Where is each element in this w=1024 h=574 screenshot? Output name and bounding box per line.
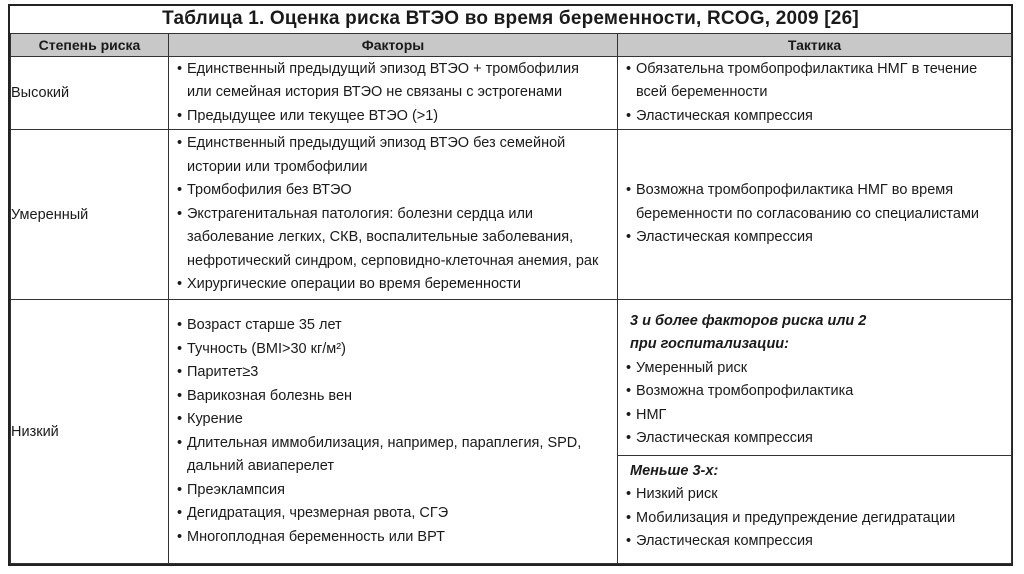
list-item-line: • Паритет≥3 [187,364,259,380]
list-item-line: дальний авиаперелет [187,458,334,474]
list-item [177,432,617,479]
factors-cell [169,300,618,564]
header-tactics: Тактика [618,34,1012,57]
tactics-cell [618,130,1012,300]
list-item: • Эластическая компрессия [626,427,1011,451]
list-item [177,58,617,105]
row-moderate [11,130,1012,300]
level-cell: Умеренный [11,130,169,300]
list-item-line: • Обязательна тромбопрофилактика НМГ в течение [636,60,978,77]
list-item [177,338,617,362]
tactics-cell [618,57,1012,130]
list-item-line: • Экстрагенитальная патология: болезни сердца или [187,205,534,222]
list-item-line: • Единственный предыдущий эпизод ВТЭО без семейной [187,135,566,152]
list-item-line: • Единственный предыдущий эпизод ВТЭО + тромбофилия [187,60,579,77]
list-item-line: • Многоплодная беременность или ВРТ [187,528,445,545]
list-item-line: • Возможна тромбопрофилактика НМГ во время [636,182,954,199]
list-item [177,314,617,338]
list-item [177,526,617,550]
group-heading: Меньше 3-х: [630,462,719,479]
list-item [177,479,617,503]
header-factors: Факторы [169,34,618,57]
list-item-line: • Тучность (BMI>30 кг/м²) [187,340,346,357]
row-high [11,57,1012,130]
list-item-line: • Эластическая компрессия [636,229,813,246]
group-list [618,357,1011,451]
list-item-line: • Преэклампсия [187,481,286,498]
header-level: Степень риска [11,34,169,57]
list-item-line: • Возраст старше 35 лет [187,317,342,333]
risk-table [10,33,1012,564]
list-item [177,105,617,129]
factors-cell [169,130,618,300]
group-heading: 3 и более факторов риска или 2 при госпитализации: [630,312,867,352]
list-item-line: • Тромбофилия без ВТЭО [187,182,352,199]
row-low [11,300,1012,564]
list-item [177,361,617,385]
table-title: Таблица 1. Оценка риска ВТЭО во время беременности, RCOG, 2009 [26] [162,8,859,29]
list-item [626,226,1011,250]
list-item [177,408,617,432]
factors-list [169,314,617,549]
factors-cell [169,57,618,130]
list-item-line: • Предыдущее или текущее ВТЭО (>1) [187,107,439,124]
factors-list [169,58,617,129]
tactics-list [618,179,1011,250]
factors-list [169,132,617,297]
list-item-line: • Хирургические операции во время беременности [187,276,522,293]
list-item: • Умеренный риск [626,357,1011,381]
table-frame [8,4,1013,566]
list-item [177,203,617,274]
list-item: • Низкий риск [626,483,1011,507]
list-item [177,132,617,179]
tactics-cell [618,300,1012,564]
list-item-line: истории или тромбофилии [187,158,368,175]
group-list [618,483,1011,554]
level-cell: Низкий [11,300,169,564]
list-item-line: • Эластическая компрессия [636,107,813,124]
list-item-line: беременности по согласованию со специалистами [636,205,980,222]
list-item-line: • Варикозная болезнь вен [187,387,353,404]
header-row [11,34,1012,57]
list-item [177,385,617,409]
list-item-line: • Курение [187,411,243,427]
list-item-line: или семейная история ВТЭО не связаны с эстрогенами [187,84,563,101]
list-item [626,179,1011,226]
list-item [177,179,617,203]
list-item-line: нефротический синдром, серповидно-клеточная анемия, рак [187,252,599,269]
list-item-line: • Длительная иммобилизация, например, параплегия, SPD, [187,434,582,451]
list-item: • НМГ [626,404,1011,428]
tactics-group-few [618,456,1011,556]
tactics-list [618,58,1011,129]
level-cell: Высокий [11,57,169,130]
list-item: • Возможна тромбопрофилактика [626,380,1011,404]
list-item [177,502,617,526]
list-item [626,58,1011,105]
list-item: • Эластическая компрессия [626,530,1011,554]
list-item [626,105,1011,129]
list-item [177,273,617,297]
list-item-line: • Дегидратация, чрезмерная рвота, СГЭ [187,505,449,521]
tactics-group-many [618,308,1011,456]
list-item: • Мобилизация и предупреждение дегидратации [626,507,1011,531]
list-item-line: заболевание легких, СКВ, воспалительные заболевания, [187,229,574,246]
list-item-line: всей беременности [636,84,768,101]
